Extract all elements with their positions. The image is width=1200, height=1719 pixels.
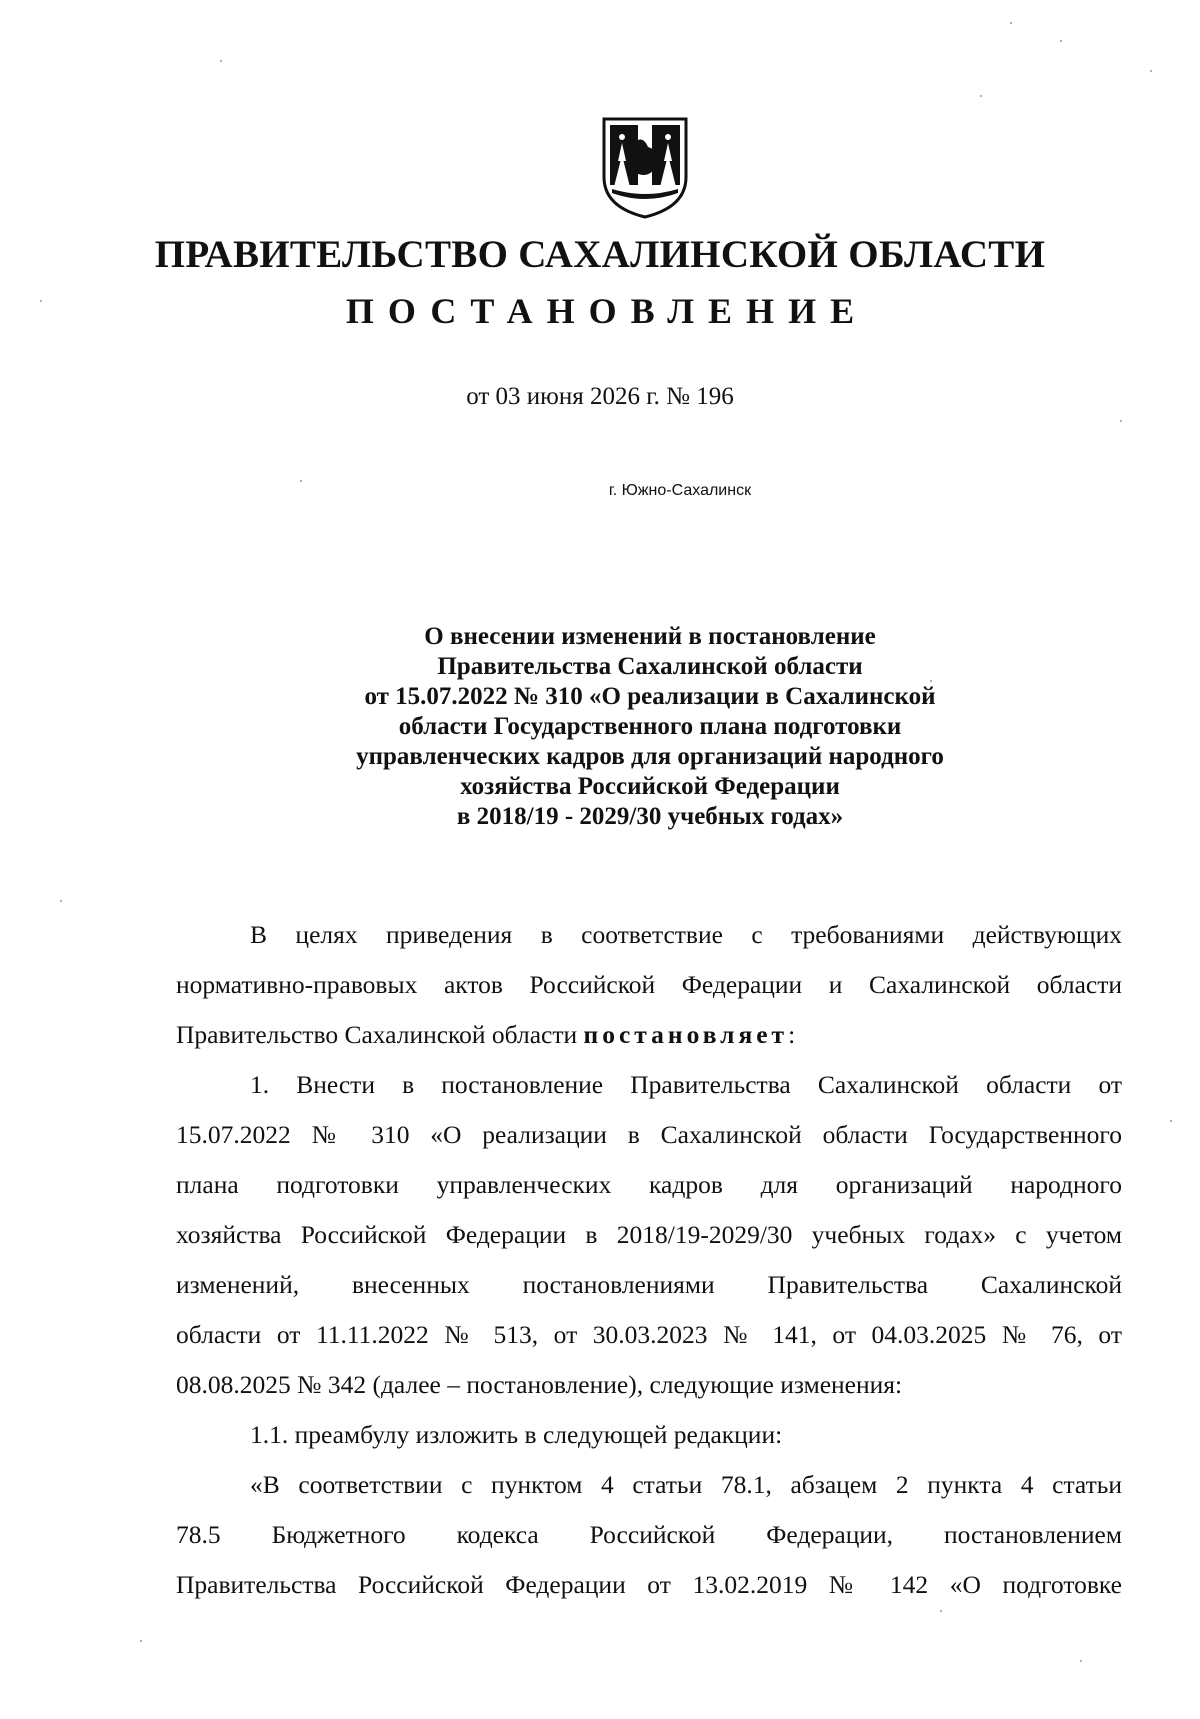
scan-speck <box>1170 1120 1172 1122</box>
scan-speck <box>60 900 62 902</box>
document-type: ПОСТАНОВЛЕНИЕ <box>345 291 869 331</box>
body-line: 15.07.2022 № 310 «О реализации в Сахалинской области Государственного <box>176 1120 1122 1149</box>
document-date-number: от 03 июня 2026 г. № 196 <box>466 383 734 410</box>
scan-speck <box>1080 1660 1082 1662</box>
body-line: 1. Внести в постановление Правительства Сахалинской области от <box>250 1070 1122 1099</box>
title-line: в 2018/19 - 2029/30 учебных годах» <box>456 803 844 830</box>
scan-speck <box>220 60 222 62</box>
scan-speck <box>1010 22 1012 24</box>
scan-speck <box>300 480 302 482</box>
body-line-resolves <box>176 1018 1122 1052</box>
scan-speck <box>980 95 982 97</box>
scan-speck <box>1120 420 1122 422</box>
body-line: 08.08.2025 № 342 (далее – постановление), следующие изменения: <box>176 1370 903 1399</box>
body-line: хозяйства Российской Федерации в 2018/19-2029/30 учебных годах» с учетом <box>176 1220 1122 1249</box>
scan-speck <box>940 1610 942 1612</box>
title-line: управленческих кадров для организаций народного <box>356 743 944 770</box>
scan-speck <box>140 1640 142 1642</box>
title-line: Правительства Сахалинской области <box>437 653 863 680</box>
resolves-word: постановляет <box>583 1020 789 1049</box>
document-title <box>250 622 1050 832</box>
scan-speck <box>1060 40 1062 42</box>
body-line: Правительство Сахалинской области <box>176 1020 578 1049</box>
body-line: плана подготовки управленческих кадров для организаций народного <box>176 1170 1122 1199</box>
body-line: изменений, внесенных постановлениями Правительства Сахалинской <box>176 1270 1122 1299</box>
body-line: 78.5 Бюджетного кодекса Российской Федерации, постановлением <box>176 1520 1122 1549</box>
title-line: О внесении изменений в постановление <box>424 623 876 650</box>
scan-speck <box>930 680 932 682</box>
body-line: «В соответствии с пунктом 4 статьи 78.1, абзацем 2 пункта 4 статьи <box>250 1470 1122 1499</box>
body-line: 1.1. преамбулу изложить в следующей редакции: <box>250 1420 783 1449</box>
body-line: области от 11.11.2022 № 513, от 30.03.2023 № 141, от 04.03.2025 № 76, от <box>176 1320 1122 1349</box>
body-line: Правительства Российской Федерации от 13.02.2019 № 142 «О подготовке <box>176 1570 1122 1599</box>
title-line: от 15.07.2022 № 310 «О реализации в Сахалинской <box>364 683 936 710</box>
title-line: хозяйства Российской Федерации <box>460 773 840 800</box>
document-city: г. Южно-Сахалинск <box>608 482 752 499</box>
resolves-colon: : <box>788 1020 796 1049</box>
scan-speck <box>1150 70 1152 72</box>
body-line: нормативно-правовых актов Российской Федерации и Сахалинской области <box>176 970 1122 999</box>
coat-of-arms-icon <box>598 115 692 220</box>
title-line: области Государственного плана подготовки <box>398 713 902 740</box>
scan-speck <box>40 300 42 302</box>
body-line: В целях приведения в соответствие с требованиями действующих <box>250 920 1122 949</box>
organization-name: ПРАВИТЕЛЬСТВО САХАЛИНСКОЙ ОБЛАСТИ <box>154 233 1046 276</box>
